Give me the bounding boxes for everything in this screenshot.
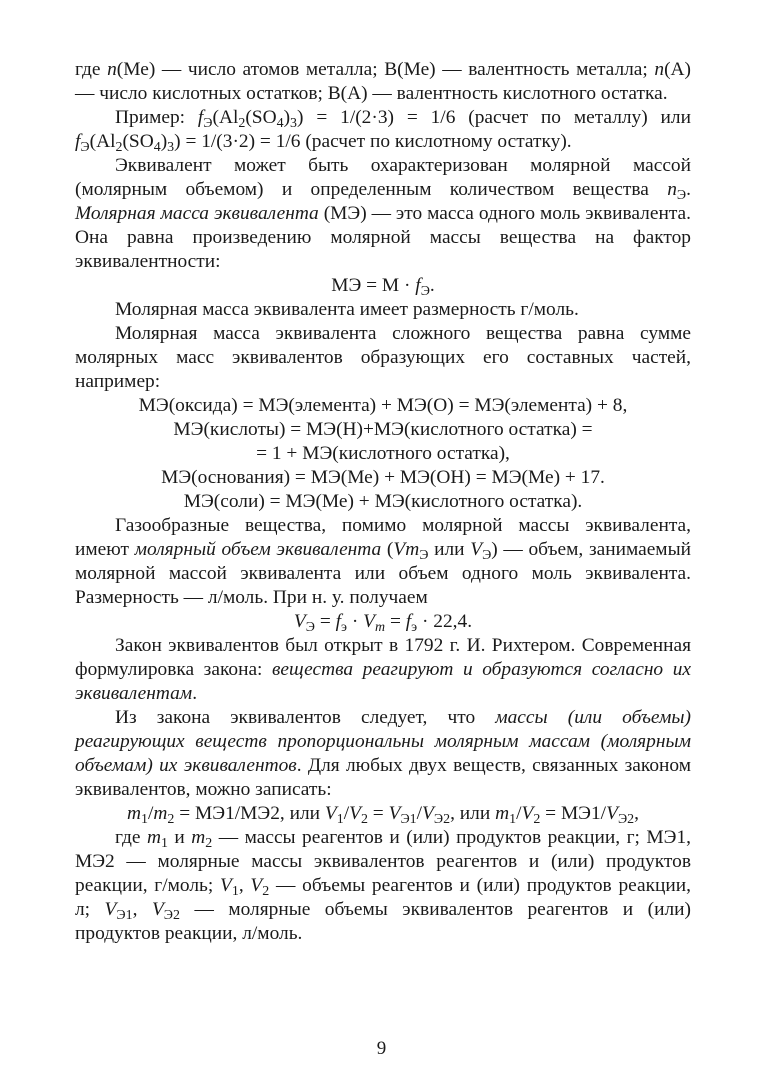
equation-salt: МЭ(соли) = МЭ(Ме) + МЭ(кислотного остатка). xyxy=(183,491,583,512)
equation-acid: МЭ(кислоты) = МЭ(Н)+МЭ(кислотного остатка) = xyxy=(173,419,593,440)
paragraph-law-consequence: Из закона эквивалентов следует, что массы (или объемы) реагирующих веществ пропорциональны молярным массам (молярным объемам) их эквивалентов. Для любых двух веществ, связанных законом эквивалентов, можно записать: xyxy=(75,707,691,800)
paragraph-example: Пример: $f_Э(Al_2(SO_4)_3) = 1/(2\cdot 3) = 1/6$ (расчет по металлу) или $f_Э(Al_2(SO_4)_3) = 1/(3\cdot 2) = 1/6$ (расчет по кислотному остатку). xyxy=(75,107,691,155)
formula-law-of-equivalents: $m_1/m_2 = МЭ1/МЭ2$, или $V_1/V_2 = V_{Э1}/V_{Э2}$, или $m_1/V_2 = МЭ1/V_{Э2}$, xyxy=(127,803,639,827)
equation-acid-continued: = 1 + МЭ(кислотного остатка), xyxy=(256,443,510,464)
equation-base: МЭ(основания) = МЭ(Ме) + МЭ(ОН) = МЭ(Ме) + 17. xyxy=(161,467,605,488)
formula-molar-volume: $V_Э = f_э \cdot V_m = f_э \cdot 22,4$. xyxy=(293,611,473,635)
paragraph-law-of-equivalents: Закон эквивалентов был открыт в 1792 г. И. Рихтером. Современная формулировка закона: вещества реагируют и образуются согласно их эквивалентам. xyxy=(75,635,691,704)
formula-molar-mass-equivalent: МЭ = $М \cdot f_Э$. xyxy=(331,275,435,299)
paragraph-legend: где $m_1$ и $m_2$ — массы реагентов и (или) продуктов реакции, г; МЭ1, МЭ2 — молярные массы эквивалентов реагентов и (или) продуктов реакции, г/моль; $V_1$, $V_2$ — объемы реагентов и (или) продуктов реакции, л; $V_{Э1}$, $V_{Э2}$ — молярные объемы эквивалентов реагентов и (или) продуктов реакции, л/моль. xyxy=(75,827,691,944)
paragraph-equivalent-molar-mass: Эквивалент может быть охарактеризован молярной массой (молярным объемом) и определенным количеством вещества $n_Э$. Молярная масса эквивалента (МЭ) — это масса одного моль эквивалента. Она равна произведению молярной массы вещества на фактор эквивалентности: xyxy=(75,155,691,272)
equation-oxide: МЭ(оксида) = МЭ(элемента) + МЭ(О) = МЭ(элемента) + 8, xyxy=(138,395,628,416)
paragraph-complex-substance: Молярная масса эквивалента сложного вещества равна сумме молярных масс эквивалентов образующих его составных частей, например: xyxy=(75,323,691,392)
paragraph-dimension: Молярная масса эквивалента имеет размерность г/моль. xyxy=(115,299,579,320)
page-number: 9 xyxy=(376,1038,387,1059)
paragraph-definitions: где n(Ме) — число атомов металла; В(Ме) — валентность металла; n(А) — число кислотных остатков; В(А) — валентность кислотного остатка. xyxy=(75,59,692,104)
paragraph-gaseous: Газообразные вещества, помимо молярной массы эквивалента, имеют молярный объем эквивалента ($Vm_Э$ или $V_Э$) — объем, занимаемый молярной массой эквивалента или объем одного моль эквивалента. Размерность — л/моль. При н. у. получаем xyxy=(75,515,691,608)
